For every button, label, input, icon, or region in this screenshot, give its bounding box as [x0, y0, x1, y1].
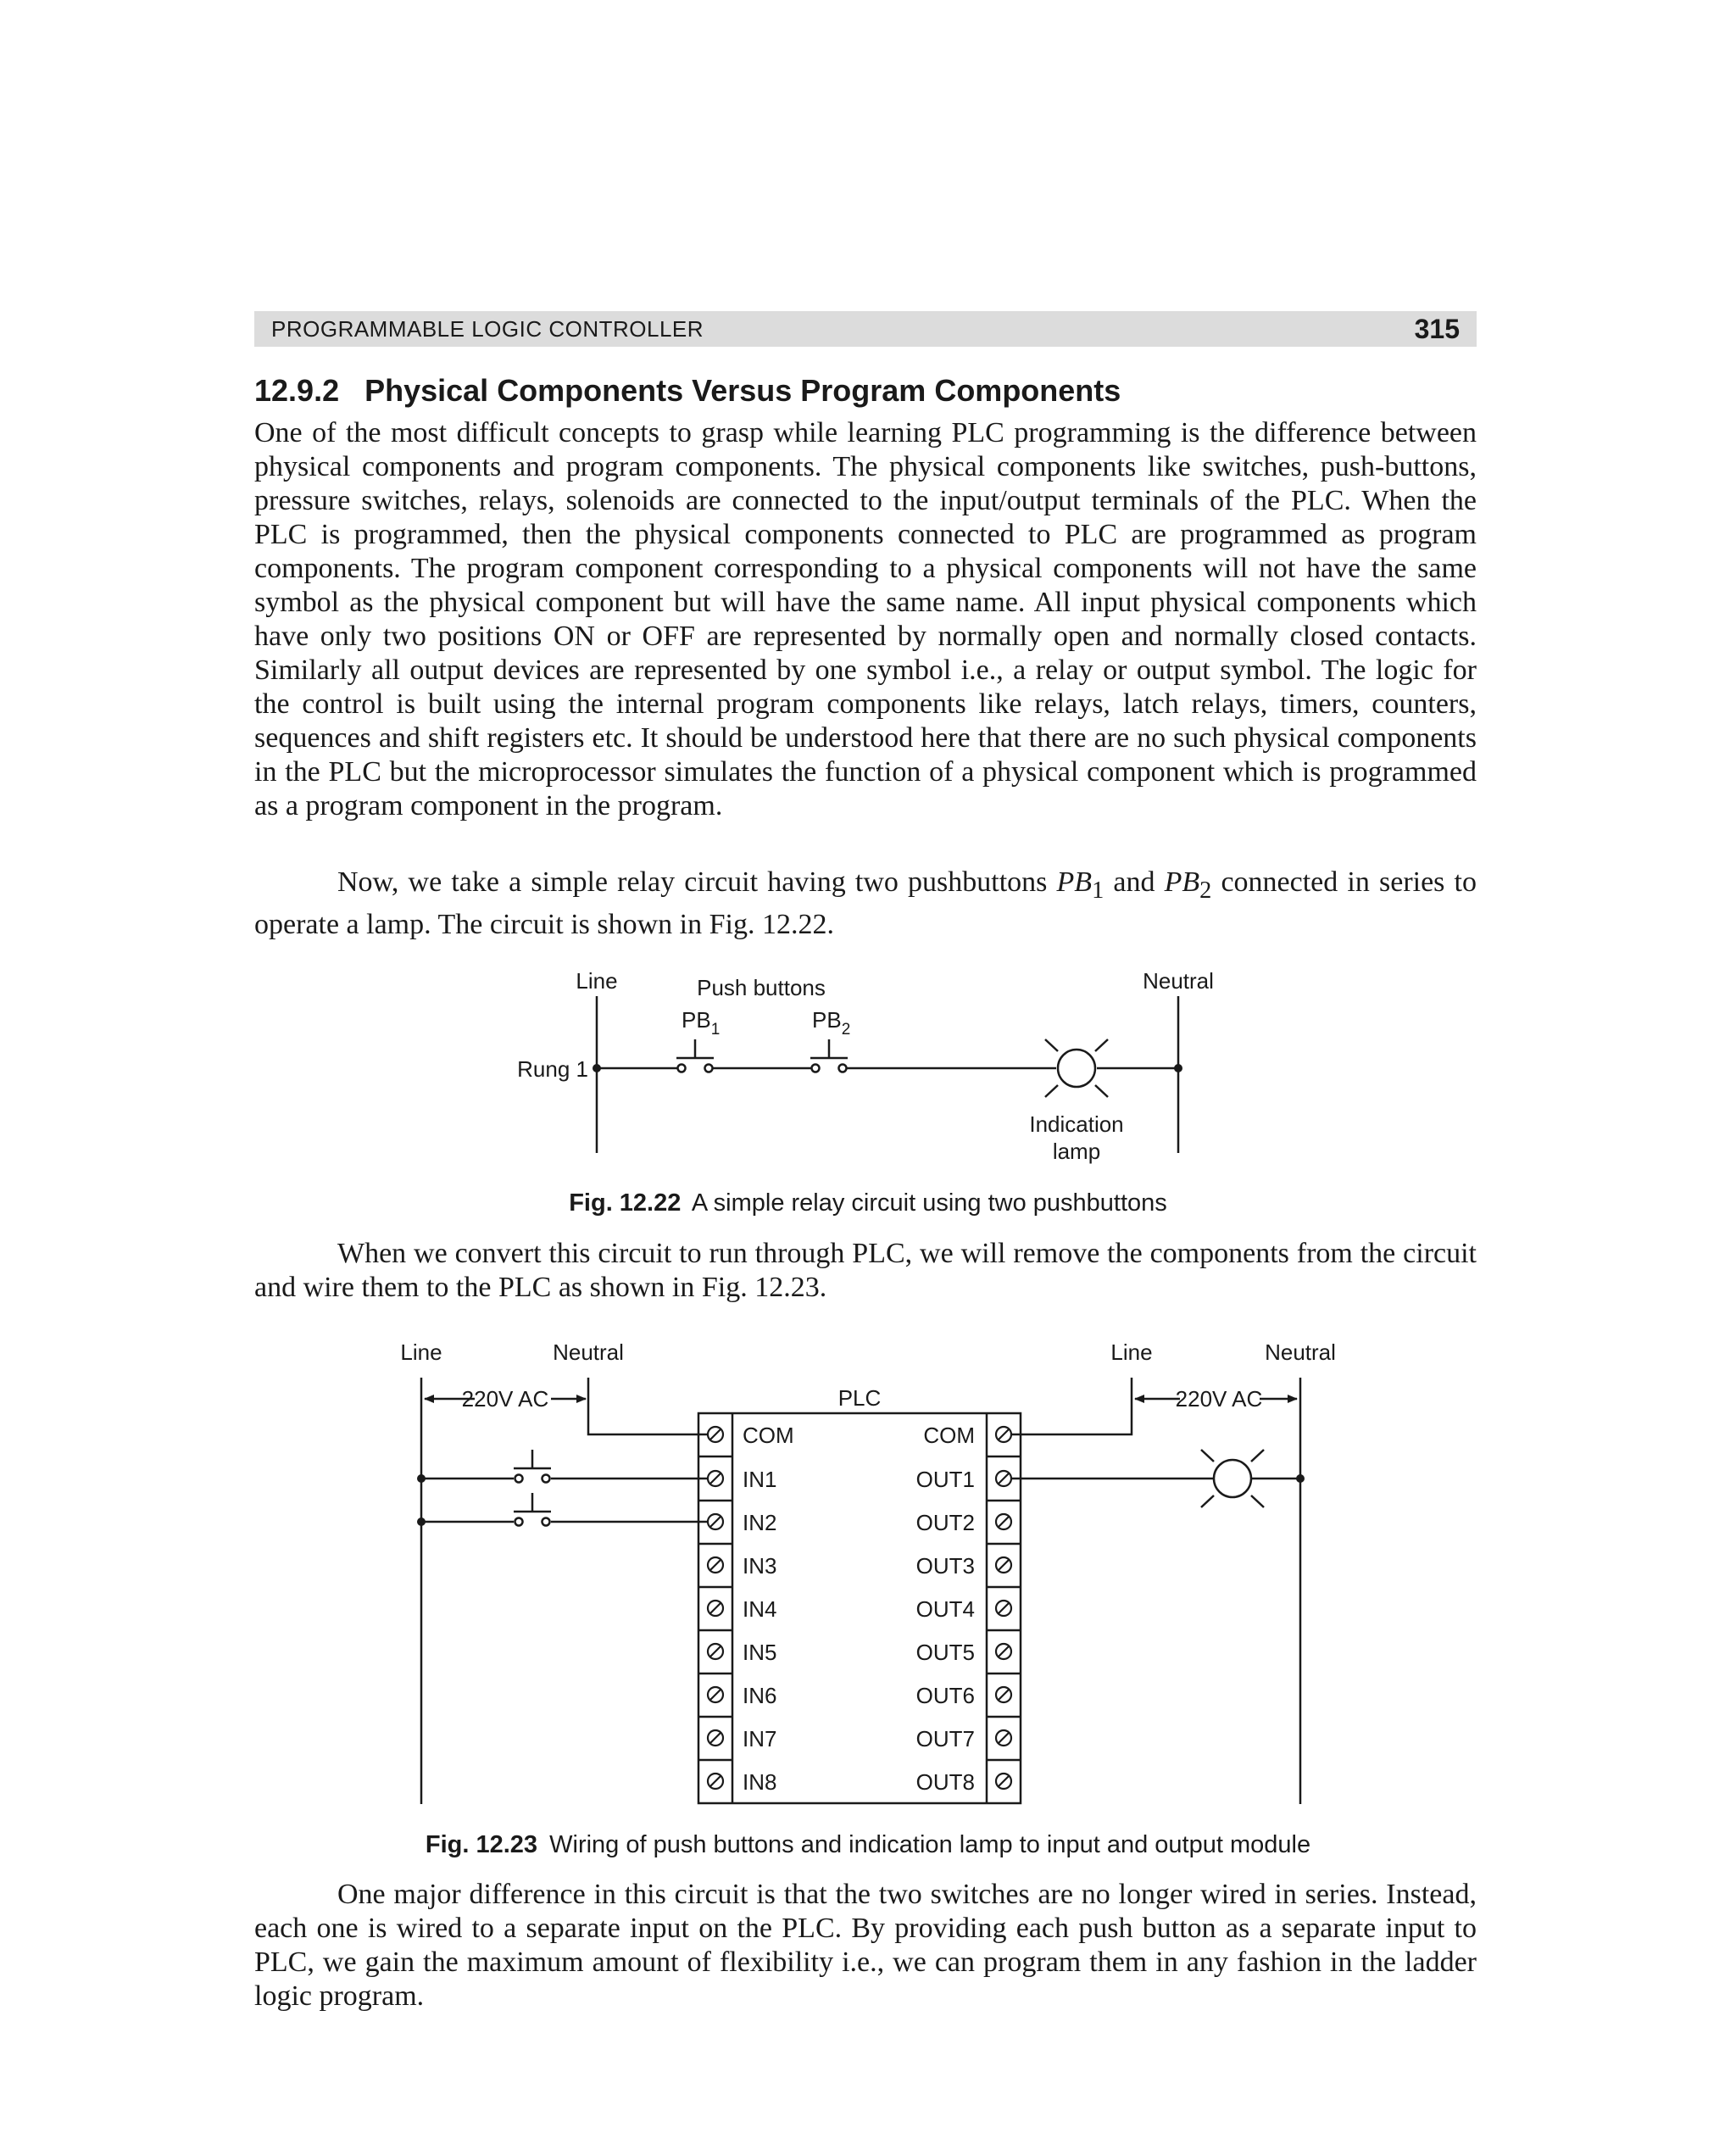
section-number: 12.9.2	[254, 373, 340, 408]
input-terminal-label: IN6	[743, 1683, 777, 1708]
figure-12-22-diagram	[0, 958, 1736, 1187]
output-terminal-label: OUT7	[915, 1726, 975, 1752]
fig1-neutral-label: Neutral	[1143, 968, 1214, 994]
fig1-line-label: Line	[576, 968, 618, 994]
paragraph-2	[254, 866, 1477, 942]
fig2-caption-number: Fig. 12.23	[425, 1831, 538, 1858]
junction-in2	[417, 1518, 426, 1526]
output-terminal-label: OUT2	[915, 1510, 975, 1535]
push-button-1-icon	[514, 1450, 551, 1483]
pb2-subscript: 2	[1199, 877, 1212, 904]
pb2-term: PB	[1164, 866, 1200, 898]
pb1-subscript: 1	[1092, 877, 1104, 904]
figure-12-22-caption	[0, 1189, 1736, 1217]
fig2-left-voltage: 220V AC	[461, 1386, 549, 1412]
plc-input-labels	[743, 1423, 794, 1795]
running-title: PROGRAMMABLE LOGIC CONTROLLER	[271, 315, 704, 342]
output-terminal-label: OUT3	[915, 1553, 975, 1579]
paragraph-2-part1: Now, we take a simple relay circuit having two pushbuttons	[337, 866, 1057, 898]
input-com-wire	[588, 1420, 708, 1434]
paragraph-1: One of the most difficult concepts to grasp while learning PLC programming is the difference between physical components and program components. The physical components like switches, push-buttons, pressure switches, relays, solenoids are connected to the input/output terminals of the PLC. When the PLC is programmed, then the physical components connected to PLC are programmed as program components. The program component corresponding to a physical components will not have the same symbol as the physical component but will have the same name. All input physical components which have only two positions ON or OFF are represented by normally open and normally closed contacts. Similarly all output devices are represented by one symbol i.e., a relay or output symbol. The logic for the control is built using the internal program components like relays, latch relays, timers, counters, sequences and shift registers etc. It should be understood here that there are no such physical components in the PLC but the microprocessor simulates the function of a physical component which is programmed as a program component in the program.	[254, 417, 1477, 821]
input-terminal-label: IN8	[743, 1769, 777, 1795]
output-terminal-label: COM	[923, 1423, 975, 1448]
output-terminal-label: OUT1	[915, 1467, 975, 1492]
fig2-plc-label: PLC	[837, 1385, 882, 1411]
figure-12-23-caption	[0, 1831, 1736, 1859]
output-terminal-label: OUT8	[915, 1769, 975, 1795]
input-terminal-label: IN4	[743, 1596, 777, 1622]
fig1-caption-text: A simple relay circuit using two pushbuttons	[691, 1189, 1167, 1217]
fig1-lamp-label-2: lamp	[1052, 1139, 1101, 1164]
pb1-term: PB	[1056, 866, 1093, 898]
junction-out1	[1296, 1474, 1305, 1483]
fig1-caption-number: Fig. 12.22	[569, 1189, 682, 1217]
fig2-right-voltage: 220V AC	[1175, 1386, 1263, 1412]
input-terminal-label: IN1	[743, 1467, 777, 1492]
junction-in1	[417, 1474, 426, 1483]
section-title: Physical Components Versus Program Components	[364, 373, 1121, 408]
output-com-wire	[1011, 1420, 1132, 1434]
output-terminal-label: OUT5	[915, 1640, 975, 1665]
output-terminal-label: OUT4	[915, 1596, 975, 1622]
input-terminal-label: COM	[743, 1423, 794, 1448]
paragraph-2-part2: connected in series to operate a lamp. The circuit is shown in Fig. 12.22.	[254, 866, 1477, 940]
fig2-caption-text: Wiring of push buttons and indication lamp to input and output module	[549, 1831, 1311, 1858]
fig1-rung-label: Rung 1	[517, 1056, 588, 1082]
pb1-switch	[676, 1039, 714, 1072]
fig2-left-line-label: Line	[400, 1339, 442, 1365]
fig1-lamp-label-1: Indication	[1029, 1111, 1124, 1137]
input-terminal-label: IN3	[743, 1553, 777, 1579]
paragraph-2-and: and	[1104, 866, 1165, 898]
section-heading	[254, 373, 1121, 409]
pb2-switch	[810, 1039, 848, 1072]
fig1-push-buttons-label: Push buttons	[697, 975, 826, 1000]
paragraph-3: When we convert this circuit to run through PLC, we will remove the components from the circuit and wire them to the PLC as shown in Fig. 12.23.	[254, 1238, 1477, 1303]
fig1-pb2-label: $PB_2$	[812, 1007, 851, 1039]
figure-12-23-diagram	[0, 1335, 1736, 1818]
rung-junction-left	[593, 1064, 601, 1072]
rung-junction-right	[1174, 1064, 1182, 1072]
fig2-right-line-label: Line	[1110, 1339, 1153, 1365]
fig2-left-neutral-label: Neutral	[553, 1339, 624, 1365]
paragraph-4: One major difference in this circuit is that the two switches are no longer wired in series. Instead, each one is wired to a separate input on the PLC. By providing each push button as a separate input to PLC, we gain the maximum amount of flexibility i.e., we can program them in any fashion in the ladder logic program.	[254, 1879, 1477, 2012]
input-terminal-label: IN2	[743, 1510, 777, 1535]
output-terminal-label: OUT6	[915, 1683, 975, 1708]
fig2-right-neutral-label: Neutral	[1265, 1339, 1336, 1365]
running-header	[254, 311, 1477, 347]
plc-output-labels	[916, 1423, 975, 1795]
input-terminal-label: IN5	[743, 1640, 777, 1665]
push-button-2-icon	[514, 1493, 551, 1526]
page-number: 315	[1414, 313, 1460, 344]
fig1-pb1-label: $PB_1$	[682, 1007, 721, 1039]
input-terminal-label: IN7	[743, 1726, 777, 1752]
